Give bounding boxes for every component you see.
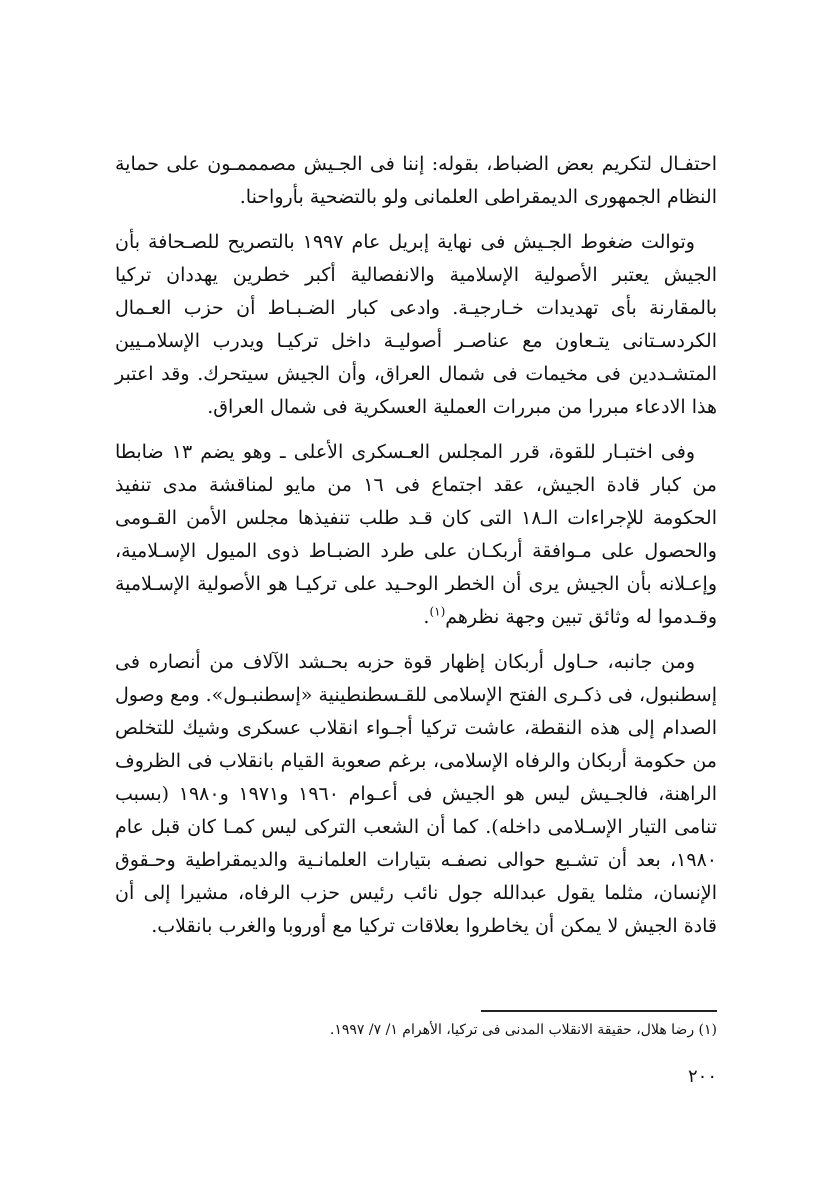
page-number: ٢٠٠ [687,1066,717,1087]
paragraph-4: ومن جانبه، حـاول أربكان إظهار قوة حزبه بحـشد الآلاف من أنصاره فى إسطنبول، فى ذكـرى الفتح الإسلامى للقـسطنطينية «إسطنبـول». ومع وصول الصدام إلى هذه النقطة، عاشت تركيا أجـواء انقلاب عسكرى وشيك للتخلص من حكومة أربكان والرفاه الإسلامى، برغم صعوبة القيام بانقلاب فى الظروف الراهنة، فالجـيش ليس هو الجيش فى أعـوام ١٩٦٠ و١٩٧١ و١٩٨٠ (بسبب تنامى التيار الإسـلامى داخله). كما أن الشعب التركى ليس كمـا كان قبل عام ١٩٨٠، بعد أن تشـبع حوالى نصفـه بتيارات العلمانـية والديمقراطية وحـقوق الإنسان، مثلما يقول عبدالله جول نائب رئيس حزب الرفاه، مشيرا إلى أن قادة الجيش لا يمكن أن يخاطروا بعلاقات تركيا مع أوروبا والغرب بانقلاب. [115,651,717,937]
footnote-divider [481,1010,717,1012]
paragraph-2: وتوالت ضغوط الجـيش فى نهاية إبريل عام ١٩٩٧ بالتصريح للصـحافة بأن الجيش يعتبر الأصولية الإسلامية والانفصالية أكبر خطرين يهددان تركيا بالمقارنة بأى تهديدات خـارجيـة. وادعى كبار الضـبـاط أن حزب العـمال الكردسـتانى يتـعاون مع عناصـر أصوليـة داخل تركيـا ويدرب الإسلامـيين المتشـددين فى مخيمات فى شمال العراق، وأن الجيش سيتحرك. وقد اعتبر هذا الادعاء مبررا من مبررات العملية العسكرية فى شمال العراق. [115,231,717,418]
paragraph-1: احتفـال لتكريم بعض الضباط، بقوله: إننا فى الجـيش مصمممـون على حماية النظام الجمهورى الديمقراطى العلمانى ولو بالتضحية بأرواحنا. [115,153,717,208]
footnote-reference[interactable]: (١) [429,604,446,619]
paragraph-3-end-mark: . [423,606,430,628]
footnote: (١) رضا هلال، حقيقة الانقلاب المدنى فى تركيا، الأهرام ١/ ٧/ ١٩٩٧. [329,1022,717,1038]
paragraph-3-text: وفى اختبـار للقوة، قرر المجلس العـسكرى الأعلى ـ وهو يضم ١٣ ضابطا من كبار قادة الجيش، عقد اجتماع فى ١٦ من مايو لمناقشة مدى تنفيذ الحكومة للإجراءات الـ١٨ التى كان قـد طلب تنفيذها مجلس الأمن القـومى والحصول على مـوافقة أربكـان على طرد الضبـاط ذوى الميول الإسـلامية، وإعـلانه بأن الجيش يرى أن الخطر الوحـيد على تركيـا هو الأصولية الإسـلامية وقـدموا له وثائق تبين وجهة نظرهم [115,441,717,628]
body-text [115,148,717,955]
paragraph-3 [115,436,717,634]
